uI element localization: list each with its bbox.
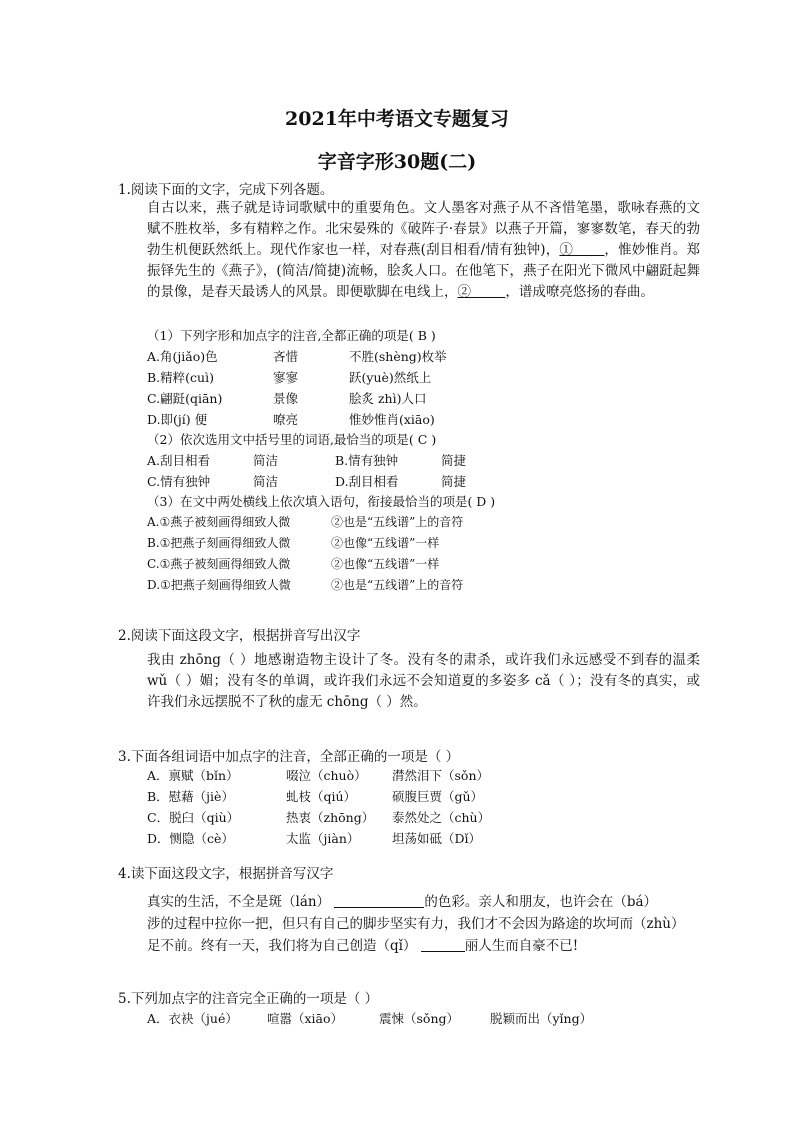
q1-sub1-option: 脍炙 zhì)人口 (349, 391, 427, 406)
q3-option: 潸然泪下（sǒn） (392, 768, 489, 783)
q1-blank1: ① (559, 242, 574, 258)
q1-sub3-option: A.①燕子被刻画得细致人微 (147, 515, 291, 529)
q1-sub1-option: 惟妙惟肖(xiāo) (349, 412, 435, 427)
q1-sub1-option: C.翩跹(qiān) (147, 391, 223, 406)
q1-sub1-option: 跃(yuè)然纸上 (349, 370, 432, 385)
page-title: 2021年中考语文专题复习 (285, 108, 509, 130)
q1-sub2-stem: （2）依次选用文中括号里的词语,最恰当的项是( C ) (147, 432, 437, 447)
q4-text: 真实的生活，不全是斑（lán） (147, 894, 331, 910)
q1-sub1-option: D.即(jí) 便 (147, 412, 208, 427)
q4-text: 足不前。终有一天，我们将为自己创造（qǐ） (147, 938, 417, 954)
q1-blank2: ② (457, 284, 471, 300)
q1-sub1-option: 吝惜 (273, 349, 299, 364)
q4-text: 的色彩。亲人和朋友，也许会在（bá） (424, 894, 658, 910)
q3-option: B．慰藉（jiè） (147, 789, 234, 804)
q1-sub2-option: A.刮目相看 (147, 453, 211, 468)
q3-option: A．禀赋（bǐn） (147, 768, 239, 783)
q5-option: A．衣袂（jué） (147, 1011, 238, 1026)
q1-sub2-option: 简洁 (253, 453, 279, 468)
q1-passage-b: ，惟妙惟肖。郑振铎先生的《燕子》，(简洁/简捷)流畅，脍炙人口。在他笔下，燕子在阳光下微风中翩跹起舞的景像，是春天最诱人的风景。即便歇脚在电线上， (147, 242, 700, 300)
q1-sub3-option: ②也是“五线谱”上的音符 (331, 515, 464, 529)
q3-option: D．恻隐（cè） (147, 831, 234, 846)
q3-stem: 3.下面各组词语中加点字的注音，全部正确的一项是（ ） (118, 749, 460, 765)
q1-sub3-options (147, 513, 707, 597)
q1-sub1-option: B.精粹(cuì) (147, 370, 214, 385)
q3-option: 坦荡如砥（Dǐ） (392, 831, 482, 846)
q3-option: 太监（jiàn） (286, 831, 360, 846)
q1-sub2-option: D.刮目相看 (335, 474, 399, 489)
q1-stem: 1.阅读下面的文字，完成下列各题。 (118, 182, 334, 198)
q1-sub1-option: A.角(jiǎo)色 (147, 349, 218, 364)
q1-passage-c: ，谱成嘹亮悠扬的春曲。 (505, 284, 654, 300)
q2-stem: 2.阅读下面这段文字，根据拼音写出汉字 (118, 628, 361, 644)
q1-sub1-option: 不胜(shèng)枚举 (349, 349, 447, 364)
q4-answer-blank[interactable] (421, 937, 465, 952)
q5-stem: 5.下列加点字的注音完全正确的一项是（ ） (118, 991, 379, 1007)
q3-option: 泰然处之（chù） (392, 810, 491, 825)
q1-sub2-option: B.情有独钟 (335, 453, 399, 468)
q1-sub3-stem: （3）在文中两处横线上依次填入语句，衔接最恰当的项是( D ) (147, 494, 496, 509)
q3-option: 硕腹巨贾（gǔ） (392, 789, 484, 804)
q1-sub1-option: 嘹亮 (273, 412, 299, 427)
q1-sub1-option: 寥寥 (273, 370, 299, 385)
q5-option: 喧嚣（xiāo） (267, 1011, 344, 1026)
q4-line: 涉的过程中拉你一把，但只有自己的脚步坚实有力，我们才不会因为路途的坎坷而（zhù） (147, 916, 685, 932)
q1-sub3-option: D.①把燕子刻画得细致人微 (147, 578, 291, 592)
q1-sub1-options (147, 347, 707, 431)
q1-passage-a: 自古以来，燕子就是诗词歌赋中的重要角色。文人墨客对燕子从不吝惜笔墨，歌咏春燕的文赋不胜枚举，多有精粹之作。北宋晏殊的《破阵子·春景》以燕子开篇，寥寥数笔，春天的勃勃生机便跃然纸上。现代作家也一样，对春燕(刮目相看/情有独钟)， (147, 200, 700, 258)
q1-sub2-option: C.情有独钟 (147, 474, 211, 489)
q4-text: 丽人生而自豪不已! (464, 938, 579, 954)
q3-option: 虬枝（qiú） (286, 789, 357, 804)
q1-sub2-option: 简洁 (253, 474, 279, 489)
q4-line (147, 890, 657, 910)
q4-stem: 4.读下面这段文字，根据拼音写汉字 (118, 866, 334, 882)
q5-option: 震悚（sǒng） (379, 1011, 459, 1026)
q3-options (147, 766, 707, 850)
q5-option: 脱颖而出（yǐng） (490, 1011, 593, 1026)
page-subtitle: 字音字形30题(二) (317, 151, 477, 173)
q5-options (147, 1009, 707, 1029)
q1-sub3-option: ②也像“五线谱”一样 (331, 557, 440, 571)
q1-sub2-options (147, 451, 707, 493)
q4-line (147, 934, 578, 954)
q3-option: 热衷（zhōng） (286, 810, 375, 825)
q4-answer-blank[interactable] (334, 893, 424, 908)
q2-passage: 我由 zhōng（ ）地感谢造物主设计了冬。没有冬的肃杀，或许我们永远感受不到春的温柔 wǔ（ ）媚；没有冬的单调，或许我们永远不会知道夏的多姿多 cǎ（ ）；没有冬的真实，或许我们永远摆脱不了秋的虚无 chōng（ ）然。 (147, 652, 700, 710)
q1-sub3-option: B.①把燕子刻画得细致人微 (147, 536, 291, 550)
q1-sub3-option: ②也像“五线谱”一样 (331, 536, 440, 550)
q3-option: 啜泣（chuò） (286, 768, 367, 783)
q1-sub3-option: ②也是“五线谱”上的音符 (331, 578, 464, 592)
q1-sub1-stem: （1）下列字形和加点字的注音,全都正确的项是( B ) (147, 328, 436, 343)
q3-option: C．脱臼（qiù） (147, 810, 240, 825)
q1-sub2-option: 简捷 (441, 453, 467, 468)
q1-sub3-option: C.①燕子被刻画得细致人微 (147, 557, 291, 571)
q1-passage (147, 198, 700, 303)
q1-sub2-option: 简捷 (441, 474, 467, 489)
q1-sub1-option: 景像 (273, 391, 299, 406)
